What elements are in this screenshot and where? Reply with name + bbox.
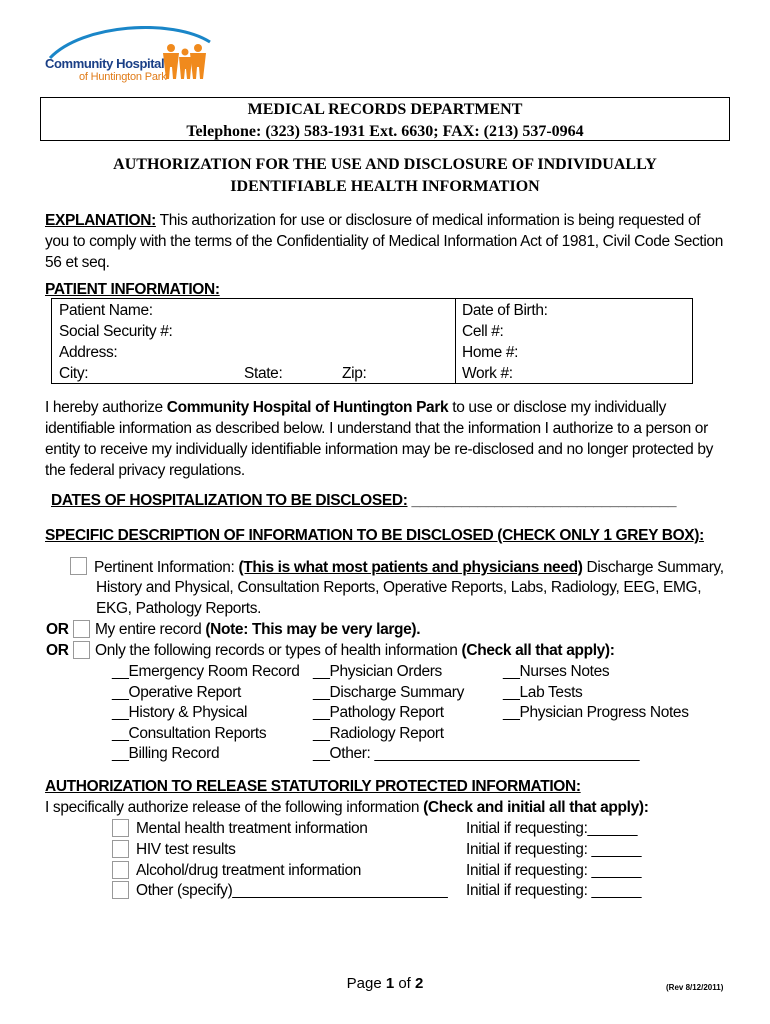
cell-field[interactable]: Cell #: [462,323,504,340]
pertinent-info-line3: EKG, Pathology Reports. [96,600,262,617]
explanation-text: This authorization for use or disclosure of medical information is being requested of you to comply with the terms of the Confidentiality of Medical Information Act of 1981, Civil Code Section 56 et seq. [45,212,723,271]
hiv-checkbox[interactable] [112,840,129,858]
entire-record-text [95,619,420,640]
opt2-label: My entire record [95,621,206,638]
form-title-line2: IDENTIFIABLE HEALTH INFORMATION [230,178,540,195]
alcohol-drug-checkbox[interactable] [112,861,129,879]
dates-blank[interactable]: ________________________________ [407,492,677,509]
opt1-bold: (This is what most patients and physicians need) [238,559,583,576]
department-title: MEDICAL RECORDS DEPARTMENT [247,101,523,118]
page-number [0,975,770,992]
entire-record-checkbox[interactable] [73,620,90,638]
record-other[interactable]: __Other: ________________________________ [313,745,640,762]
record-physician-progress-notes[interactable]: __Physician Progress Notes [503,704,689,721]
statutory-subtext [45,797,649,818]
hiv-initial[interactable]: Initial if requesting: ______ [466,841,642,858]
record-radiology-report[interactable]: __Radiology Report [313,725,444,742]
work-phone-field[interactable]: Work #: [462,365,513,382]
zip-field[interactable]: Zip: [342,365,367,382]
other-specify-checkbox[interactable] [112,881,129,899]
record-lab-tests[interactable]: __Lab Tests [503,684,583,701]
pertinent-info-line2: History and Physical, Consultation Reports, Operative Reports, Labs, Radiology, EEG, EMG, [96,579,702,596]
people-figures-icon [163,44,206,79]
alcohol-drug-initial[interactable]: Initial if requesting: ______ [466,862,642,879]
explanation-paragraph [45,210,725,273]
or-label: OR [46,642,69,659]
record-pathology-report[interactable]: __Pathology Report [313,704,444,721]
dob-field[interactable]: Date of Birth: [462,302,548,319]
mental-health-initial[interactable]: Initial if requesting:______ [466,820,638,837]
specific-description-heading: SPECIFIC DESCRIPTION OF INFORMATION TO BE DISCLOSED (CHECK ONLY 1 GREY BOX): [45,527,704,544]
opt3-bold: (Check all that apply): [461,642,615,659]
opt2-bold: (Note: This may be very large). [205,621,421,638]
address-field[interactable]: Address: [59,344,118,361]
other-specify-label[interactable]: Other (specify)__________________________ [136,882,448,899]
statutory-sub-text: I specifically authorize release of the following information [45,799,424,816]
page-total: 2 [415,975,424,992]
specific-records-checkbox[interactable] [73,641,90,659]
authorize-post: to use or disclose my individually identifiable information as described below. I understand that the information I authorize to a person or entity to receive my individually identifiable information may be re-disclosed and no longer protected by the federal privacy regulations. [45,399,714,479]
page-current: 1 [385,975,395,992]
specific-records-text [95,640,615,661]
or-label: OR [46,621,69,638]
hospital-name: Community Hospital of Huntington Park [166,399,449,416]
statutory-heading: AUTHORIZATION TO RELEASE STATUTORILY PROTECTED INFORMATION: [45,778,581,795]
record-physician-orders[interactable]: __Physician Orders [313,663,442,680]
revision-date: (Rev 8/12/2011) [666,983,724,992]
explanation-label: EXPLANATION: [45,212,156,229]
statutory-sub-bold: (Check and initial all that apply): [423,799,649,816]
authorize-pre: I hereby authorize [45,399,167,416]
page-pre: Page [346,975,386,992]
ssn-field[interactable]: Social Security #: [59,323,173,340]
patient-name-field[interactable]: Patient Name: [59,302,153,319]
form-title-line1: AUTHORIZATION FOR THE USE AND DISCLOSURE OF INDIVIDUALLY [113,156,657,173]
opt1-rest: Discharge Summary, [582,559,724,576]
patient-table-divider [455,298,456,384]
pertinent-info-checkbox[interactable] [70,557,87,575]
home-phone-field[interactable]: Home #: [462,344,519,361]
mental-health-checkbox[interactable] [112,819,129,837]
patient-info-heading: PATIENT INFORMATION: [45,281,220,298]
record-emergency-room[interactable]: __Emergency Room Record [112,663,300,680]
hiv-label: HIV test results [136,841,236,858]
state-field[interactable]: State: [244,365,283,382]
opt1-label: Pertinent Information: [94,559,239,576]
dates-of-hospitalization[interactable] [51,490,676,511]
record-history-physical[interactable]: __History & Physical [112,704,248,721]
authorization-paragraph [45,397,715,481]
record-discharge-summary[interactable]: __Discharge Summary [313,684,464,701]
page-mid: of [394,975,416,992]
alcohol-drug-label: Alcohol/drug treatment information [136,862,362,879]
record-nurses-notes[interactable]: __Nurses Notes [503,663,610,680]
record-consultation-reports[interactable]: __Consultation Reports [112,725,267,742]
patient-info-table [51,298,693,384]
department-phone: Telephone: (323) 583-1931 Ext. 6630; FAX: (213) 537-0964 [186,123,584,140]
logo-subtitle: of Huntington Park [79,71,167,83]
pertinent-info-text [94,557,724,578]
mental-health-label: Mental health treatment information [136,820,368,837]
other-specify-initial[interactable]: Initial if requesting: ______ [466,882,642,899]
city-field[interactable]: City: [59,365,89,382]
record-operative-report[interactable]: __Operative Report [112,684,241,701]
opt3-label: Only the following records or types of health information [95,642,462,659]
logo-wordmark: Community Hospital [45,56,165,71]
record-billing[interactable]: __Billing Record [112,745,220,762]
dates-label: DATES OF HOSPITALIZATION TO BE DISCLOSED: [51,492,408,509]
